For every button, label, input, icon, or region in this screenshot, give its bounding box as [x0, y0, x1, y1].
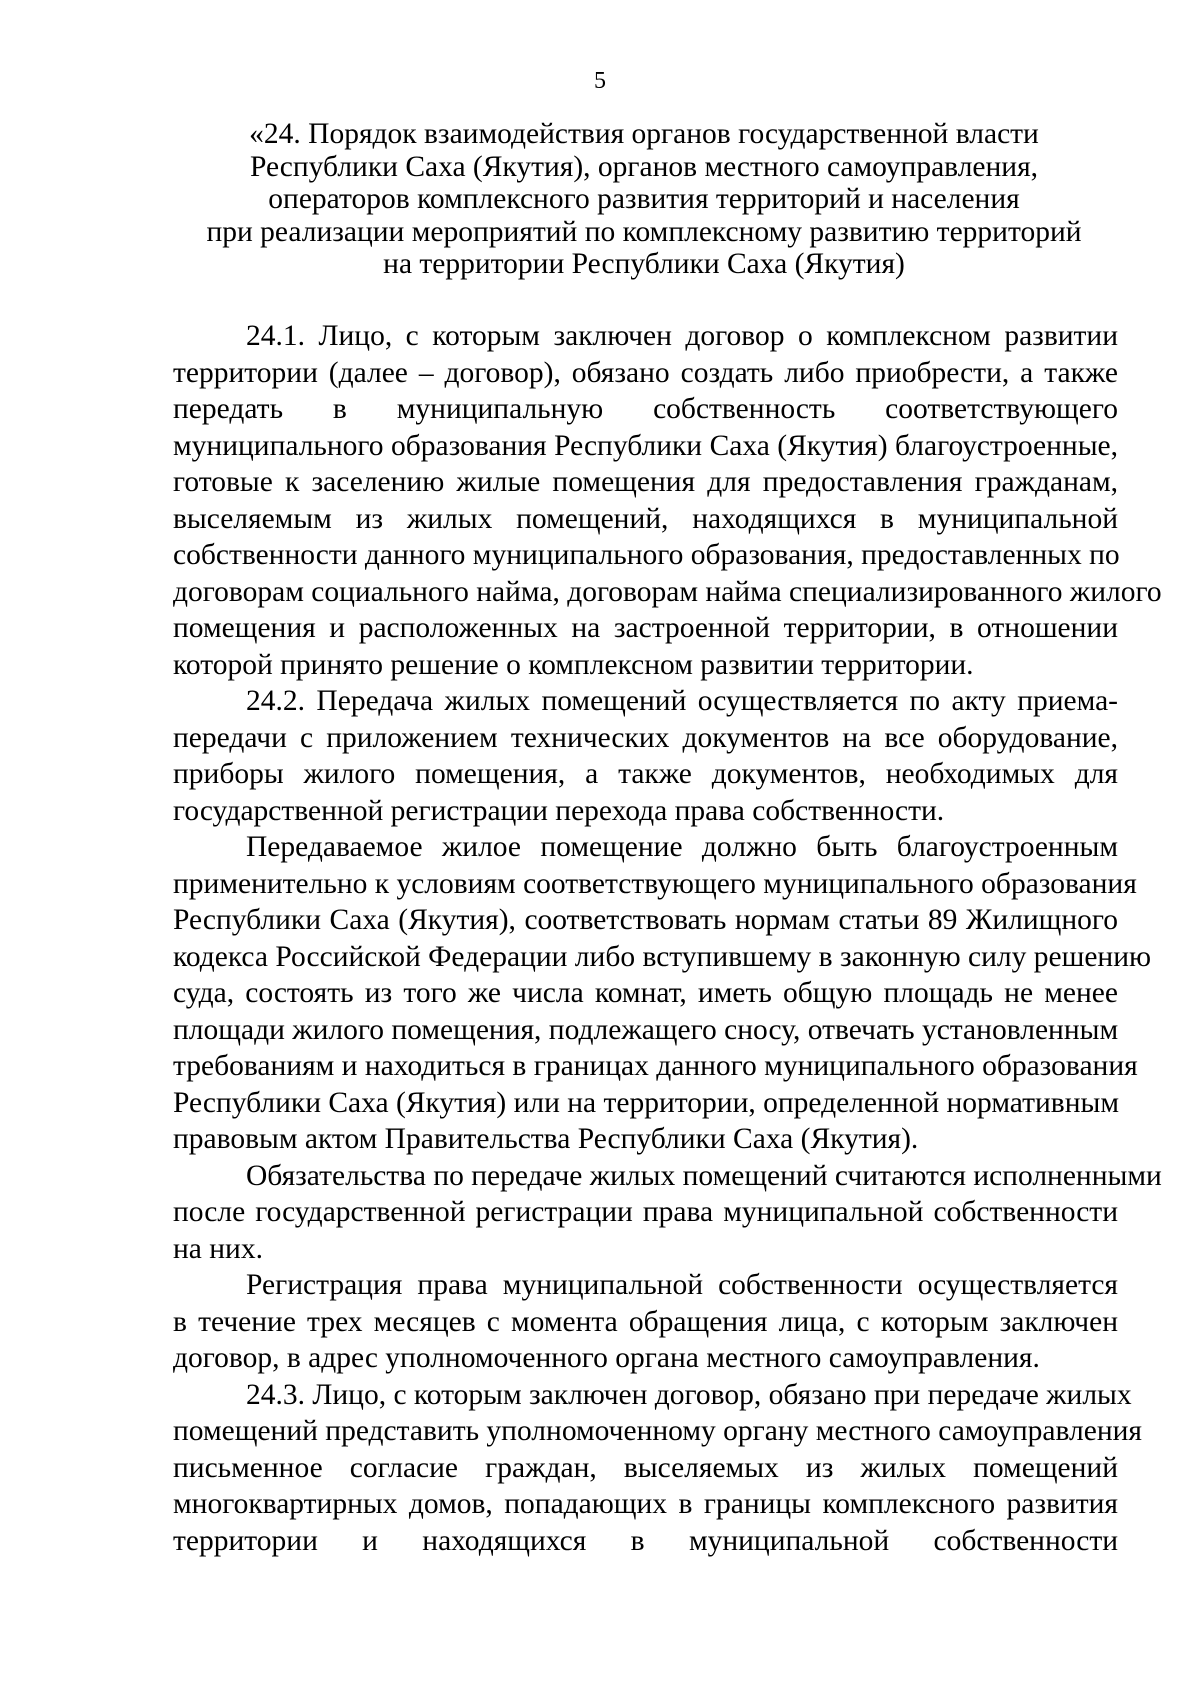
paragraph-line: территории (далее – договор), обязано создать либо приобрести, а также: [173, 356, 1118, 389]
paragraph-line: готовые к заселению жилые помещения для предоставления гражданам,: [173, 466, 1118, 498]
paragraph-line: договор, в адрес уполномоченного органа местного самоуправления.: [173, 1342, 1040, 1374]
paragraph-line: передать в муниципальную собственность соответствующего: [173, 393, 1118, 425]
paragraph-line: площади жилого помещения, подлежащего сносу, отвечать установленным: [173, 1013, 1119, 1046]
paragraph-line: Республики Саха (Якутия), соответствовать нормам статьи 89 Жилищного: [173, 904, 1118, 936]
paragraph-line: правовым актом Правительства Республики Саха (Якутия).: [173, 1123, 919, 1155]
paragraph-line: кодекса Российской Федерации либо вступившему в законную силу решению: [173, 940, 1152, 973]
paragraph-line: Передаваемое жилое помещение должно быть благоустроенным: [246, 831, 1118, 863]
section-heading: [170, 118, 1118, 281]
document-body: [173, 318, 1162, 1559]
paragraph-line: письменное согласие граждан, выселяемых из жилых помещений: [173, 1451, 1118, 1484]
paragraph-line: 24.1. Лицо, с которым заключен договор о комплексном развитии: [246, 320, 1118, 352]
heading-line: «24. Порядок взаимодействия органов государственной власти: [249, 118, 1039, 150]
paragraph-line: государственной регистрации перехода права собственности.: [173, 794, 945, 827]
paragraph-line: помещений представить уполномоченному органу местного самоуправления: [173, 1415, 1142, 1447]
heading-line: при реализации мероприятий по комплексному развитию территорий: [206, 215, 1082, 248]
paragraph-line: помещения и расположенных на застроенной территории, в отношении: [173, 612, 1118, 644]
paragraph-line: выселяемым из жилых помещений, находящихся в муниципальной: [173, 502, 1118, 535]
paragraph: [173, 683, 1118, 829]
heading-line: Республики Саха (Якутия), органов местного самоуправления,: [249, 150, 1039, 183]
paragraph-line: приборы жилого помещения, а также документов, необходимых для: [173, 758, 1118, 790]
heading-line: на территории Республики Саха (Якутия): [383, 248, 905, 280]
paragraph-line: суда, состоять из того же числа комнат, иметь общую площадь не менее: [173, 977, 1118, 1009]
paragraph-line: Обязательства по передаче жилых помещений считаются исполненными: [246, 1159, 1162, 1192]
paragraph-line: муниципального образования Республики Саха (Якутия) благоустроенные,: [173, 429, 1118, 462]
paragraph-line: Регистрация права муниципальной собственности осуществляется: [246, 1269, 1118, 1301]
paragraph: [173, 318, 1162, 683]
paragraph-line: требованиям и находиться в границах данного муниципального образования: [173, 1050, 1138, 1082]
paragraph-line: в течение трех месяцев с момента обращения лица, с которым заключен: [173, 1305, 1118, 1338]
heading-line: операторов комплексного развития территорий и населения: [268, 183, 1020, 215]
paragraph: [173, 1267, 1118, 1377]
paragraph: [173, 1158, 1162, 1268]
paragraph-line: применительно к условиям соответствующего муниципального образования: [173, 867, 1137, 900]
paragraph-line: на них.: [173, 1232, 263, 1265]
paragraph-line: собственности данного муниципального образования, предоставленных по: [173, 539, 1120, 571]
paragraph-line: Республики Саха (Якутия) или на территории, определенной нормативным: [173, 1086, 1120, 1119]
paragraph-line: передачи с приложением технических документов на все оборудование,: [173, 721, 1118, 754]
paragraph-line: которой принято решение о комплексном развитии территории.: [173, 648, 974, 681]
paragraph-line: территории и находящихся в муниципальной собственности: [173, 1524, 1118, 1557]
paragraph: [173, 829, 1152, 1158]
paragraph-line: 24.3. Лицо, с которым заключен договор, обязано при передаче жилых: [246, 1378, 1132, 1411]
paragraph: [173, 1377, 1142, 1560]
paragraph-line: после государственной регистрации права муниципальной собственности: [173, 1196, 1118, 1228]
page-number: 5: [594, 68, 606, 94]
paragraph-line: договорам социального найма, договорам найма специализированного жилого: [173, 575, 1162, 608]
paragraph-line: 24.2. Передача жилых помещений осуществляется по акту приема-: [246, 685, 1118, 717]
paragraph-line: многоквартирных домов, попадающих в границы комплексного развития: [173, 1488, 1118, 1520]
